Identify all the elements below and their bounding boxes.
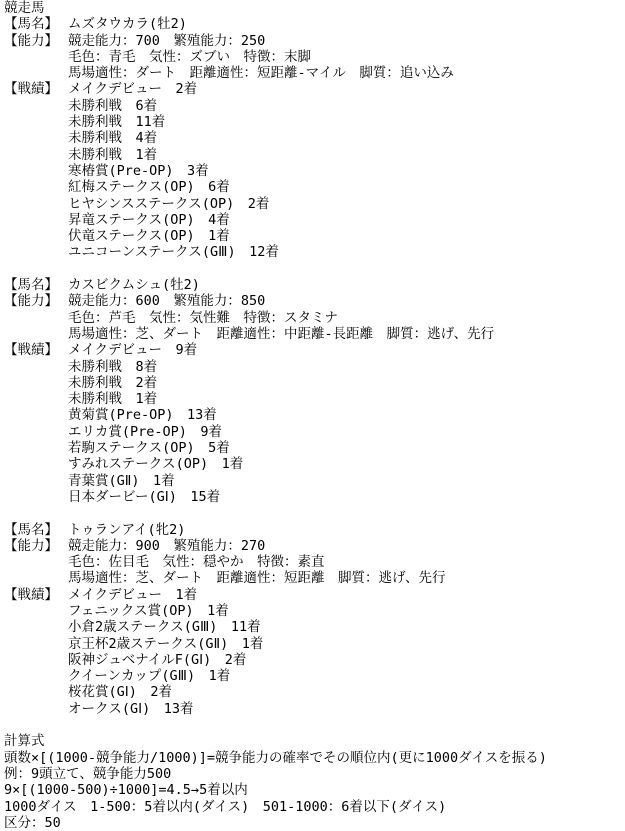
race-record: クイーンカップ(GⅢ) 1着 xyxy=(68,668,231,685)
formula-line: 1000ダイス 1-500：5着以内(ダイス) 501-1000：6着以下(ダイス) xyxy=(4,798,447,815)
race-record: 紅梅ステークス(OP) 6着 xyxy=(68,179,230,196)
race-record: 阪神ジュベナイルF(GⅠ) 2着 xyxy=(68,651,247,668)
race-record: 未勝利戦 4着 xyxy=(68,130,158,147)
record-label: 【戦績】 xyxy=(4,586,58,603)
ability-label: 【能力】 xyxy=(4,32,58,49)
record-row xyxy=(4,587,624,603)
formula-line: 区分：50 xyxy=(4,814,61,831)
ability-row xyxy=(4,293,624,309)
name-label: 【馬名】 xyxy=(4,277,58,294)
ability-label: 【能力】 xyxy=(4,537,58,554)
name-label: 【馬名】 xyxy=(4,16,58,33)
ability-text: 毛色：佐目毛 気性：穏やか 特徴：素直 xyxy=(68,554,325,571)
spacer xyxy=(4,505,624,521)
race-record: オークス(GⅠ) 13着 xyxy=(68,700,194,717)
spacer xyxy=(4,717,624,733)
horse-name: カスビクムシュ(牡2) xyxy=(68,277,200,294)
race-record: エリカ賞(Pre-OP) 9着 xyxy=(68,423,223,440)
horse-name: ムズタウカラ(牡2) xyxy=(68,16,187,33)
race-record: 昇竜ステークス(OP) 4着 xyxy=(68,211,230,228)
formula-line: 9×[(1000-500)÷1000]=4.5→5着以内 xyxy=(4,782,248,799)
horse-name-row xyxy=(4,522,624,538)
formula-line: 頭数×[(1000-競争能力/1000)]=競争能力の確率でその順位内(更に1000ダイスを振る) xyxy=(4,749,547,766)
race-record: 京王杯2歳ステークス(GⅡ) 1着 xyxy=(68,635,264,652)
horse-name: トゥランアイ(牝2) xyxy=(68,521,186,538)
race-record: 未勝利戦 11着 xyxy=(68,114,166,131)
race-record: メイクデビュー 1着 xyxy=(68,586,198,603)
record-row xyxy=(4,81,624,97)
ability-text: 毛色：芦毛 気性：気性難 特徴：スタミナ xyxy=(68,309,338,326)
race-record: 未勝利戦 6着 xyxy=(68,97,158,114)
spacer xyxy=(4,261,624,277)
race-record: メイクデビュー 2着 xyxy=(68,81,198,98)
formula-section xyxy=(4,733,624,831)
race-record: 桜花賞(GⅠ) 2着 xyxy=(68,684,172,701)
race-record: 青葉賞(GⅡ) 1着 xyxy=(68,472,175,489)
race-record: 未勝利戦 8着 xyxy=(68,358,158,375)
race-record: 黄菊賞(Pre-OP) 13着 xyxy=(68,407,217,424)
ability-text: 馬場適性：ダート 距離適性：短距離-マイル 脚質：追い込み xyxy=(68,65,454,82)
horse-name-row xyxy=(4,16,624,32)
document xyxy=(4,0,624,831)
race-record: 寒椿賞(Pre-OP) 3着 xyxy=(68,162,209,179)
ability-text: 競走能力：600 繁殖能力：850 xyxy=(68,293,266,310)
ability-row xyxy=(4,33,624,49)
formula-line: 例：9頭立て、競争能力500 xyxy=(4,765,172,782)
record-label: 【戦績】 xyxy=(4,81,58,98)
race-record: 小倉2歳ステークス(GⅢ) 11着 xyxy=(68,619,261,636)
horse-entry xyxy=(4,277,624,505)
race-record: 未勝利戦 1着 xyxy=(68,146,158,163)
ability-text: 毛色：青毛 気性：ズブい 特徴：末脚 xyxy=(68,48,311,65)
horse-entry xyxy=(4,522,624,718)
horse-entry xyxy=(4,16,624,260)
ability-row xyxy=(4,538,624,554)
race-record: 未勝利戦 1着 xyxy=(68,391,158,408)
ability-text: 競走能力：900 繁殖能力：270 xyxy=(68,537,266,554)
ability-label: 【能力】 xyxy=(4,293,58,310)
race-record: 若駒ステークス(OP) 5着 xyxy=(68,440,230,457)
formula-heading: 計算式 xyxy=(4,733,45,750)
race-record: 未勝利戦 2着 xyxy=(68,374,158,391)
record-row xyxy=(4,342,624,358)
race-record: 伏竜ステークス(OP) 1着 xyxy=(68,228,230,245)
ability-text: 競走能力：700 繁殖能力：250 xyxy=(68,32,266,49)
race-record: ユニコーンステークス(GⅢ) 12着 xyxy=(68,244,279,261)
race-record: 日本ダービー(GⅠ) 15着 xyxy=(68,488,221,505)
race-record: フェニックス賞(OP) 1着 xyxy=(68,602,229,619)
name-label: 【馬名】 xyxy=(4,521,58,538)
race-record: ヒヤシンスステークス(OP) 2着 xyxy=(68,195,270,212)
race-record: すみれステークス(OP) 1着 xyxy=(68,456,244,473)
record-label: 【戦績】 xyxy=(4,342,58,359)
ability-text: 馬場適性：芝、ダート 距離適性：短距離 脚質：逃げ、先行 xyxy=(68,570,446,587)
race-record: メイクデビュー 9着 xyxy=(68,342,198,359)
horse-name-row xyxy=(4,277,624,293)
page-title: 競走馬 xyxy=(4,0,45,16)
ability-text: 馬場適性：芝、ダート 距離適性：中距離-長距離 脚質：逃げ、先行 xyxy=(68,325,495,342)
